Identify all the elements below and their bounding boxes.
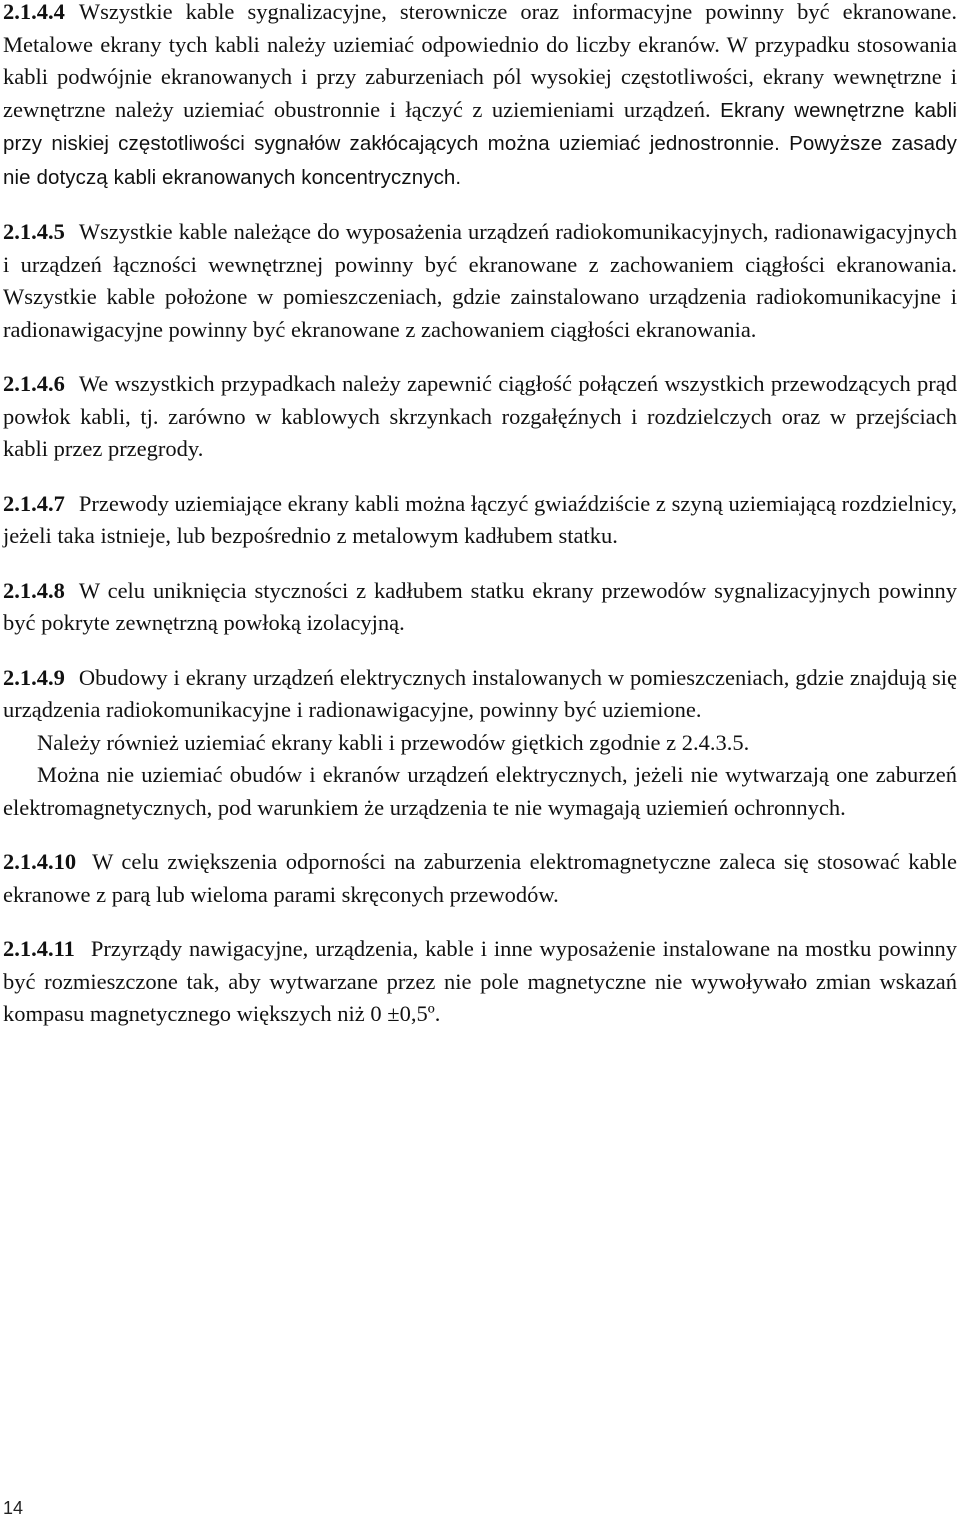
section-text: W celu uniknięcia styczności z kadłubem statku ekrany przewodów sygnalizacyjnych powinny być pokryte zewnętrzną powłoką izolacyjną. — [3, 577, 957, 635]
section-number: 2.1.4.9 — [3, 664, 65, 690]
section-text-sans: Ekrany wewnętrzne kabli przy niskiej częstotliwości sygnałów zakłócających można uziemiać jednostronnie. Powyższe zasady nie dotyczą kabli ekranowanych koncentrycznych. — [3, 98, 957, 189]
section-number: 2.1.4.5 — [3, 219, 65, 244]
section-2-1-4-10 — [3, 846, 957, 911]
section-2-1-4-5 — [3, 216, 957, 346]
page-number: 14 — [3, 1498, 24, 1518]
section-paragraph: Można nie uziemiać obudów i ekranów urządzeń elektrycznych, jeżeli nie wytwarzają one zaburzeń elektromagnetycznych, pod warunkiem że urządzenia te nie wymagają uziemień ochronnych. — [3, 762, 957, 820]
section-2-1-4-8 — [3, 575, 957, 640]
section-number: 2.1.4.4 — [3, 0, 65, 24]
section-text: Wszystkie kable sygnalizacyjne, sterownicze oraz informacyjne powinny być ekranowane. Metalowe ekrany tych kabli należy uziemiać odpowiednio do liczby ekranów. W przypadku stosowania kabli podwójnie ekranowanych i przy zaburzeniach pól wysokiej częstotliwości, ekrany wewnętrzne i zewnętrzne należy uziemiać obustronnie i łączyć z uziemieniami urządzeń. — [3, 0, 957, 122]
section-number: 2.1.4.10 — [3, 849, 77, 874]
section-paragraph: Należy również uziemiać ekrany kabli i przewodów giętkich zgodnie z 2.4.3.5. — [37, 729, 750, 755]
section-2-1-4-7 — [3, 488, 957, 553]
section-number: 2.1.4.6 — [3, 371, 65, 396]
section-text: Wszystkie kable należące do wyposażenia urządzeń radiokomunikacyjnych, radionawigacyjnych i urządzeń łączności wewnętrznej powinny być ekranowane z zachowaniem ciągłości ekranowania. Wszystkie kable położone w pomieszczeniach, gdzie zainstalowano urządzenia radiokomunikacyjne i radionawigacyjne powinny być ekranowane z zachowaniem ciągłości ekranowania. — [3, 219, 957, 342]
section-text: Obudowy i ekrany urządzeń elektrycznych instalowanych w pomieszczeniach, gdzie znajdują się urządzenia radiokomunikacyjne i radionawigacyjne, powinny być uziemione. — [3, 664, 957, 722]
section-number: 2.1.4.11 — [3, 936, 75, 961]
section-number: 2.1.4.7 — [3, 490, 65, 516]
section-2-1-4-9 — [3, 662, 957, 825]
section-text: W celu zwiększenia odporności na zaburzenia elektromagnetyczne zaleca się stosować kable ekranowe z parą lub wieloma parami skręconych przewodów. — [3, 849, 957, 907]
section-2-1-4-11 — [3, 933, 957, 1031]
section-number: 2.1.4.8 — [3, 577, 65, 603]
section-text: We wszystkich przypadkach należy zapewnić ciągłość połączeń wszystkich przewodzących prąd powłok kabli, tj. zarówno w kablowych skrzynkach rozgałęźnych i rozdzielczych oraz w przejściach kabli przez przegrody. — [3, 371, 957, 461]
section-2-1-4-4 — [3, 0, 957, 194]
section-text: Przewody uziemiające ekrany kabli można łączyć gwiaździście z szyną uziemiającą rozdzielnicy, jeżeli taka istnieje, lub bezpośrednio z metalowym kadłubem statku. — [3, 490, 957, 548]
section-2-1-4-6 — [3, 368, 957, 466]
section-text: Przyrządy nawigacyjne, urządzenia, kable i inne wyposażenie instalowane na mostku powinny być rozmieszczone tak, aby wytwarzane przez nie pole magnetyczne nie wywoływało zmian wskazań kompasu magnetycznego większych niż 0 ±0,5º. — [3, 936, 957, 1026]
document-page — [3, 0, 957, 1031]
